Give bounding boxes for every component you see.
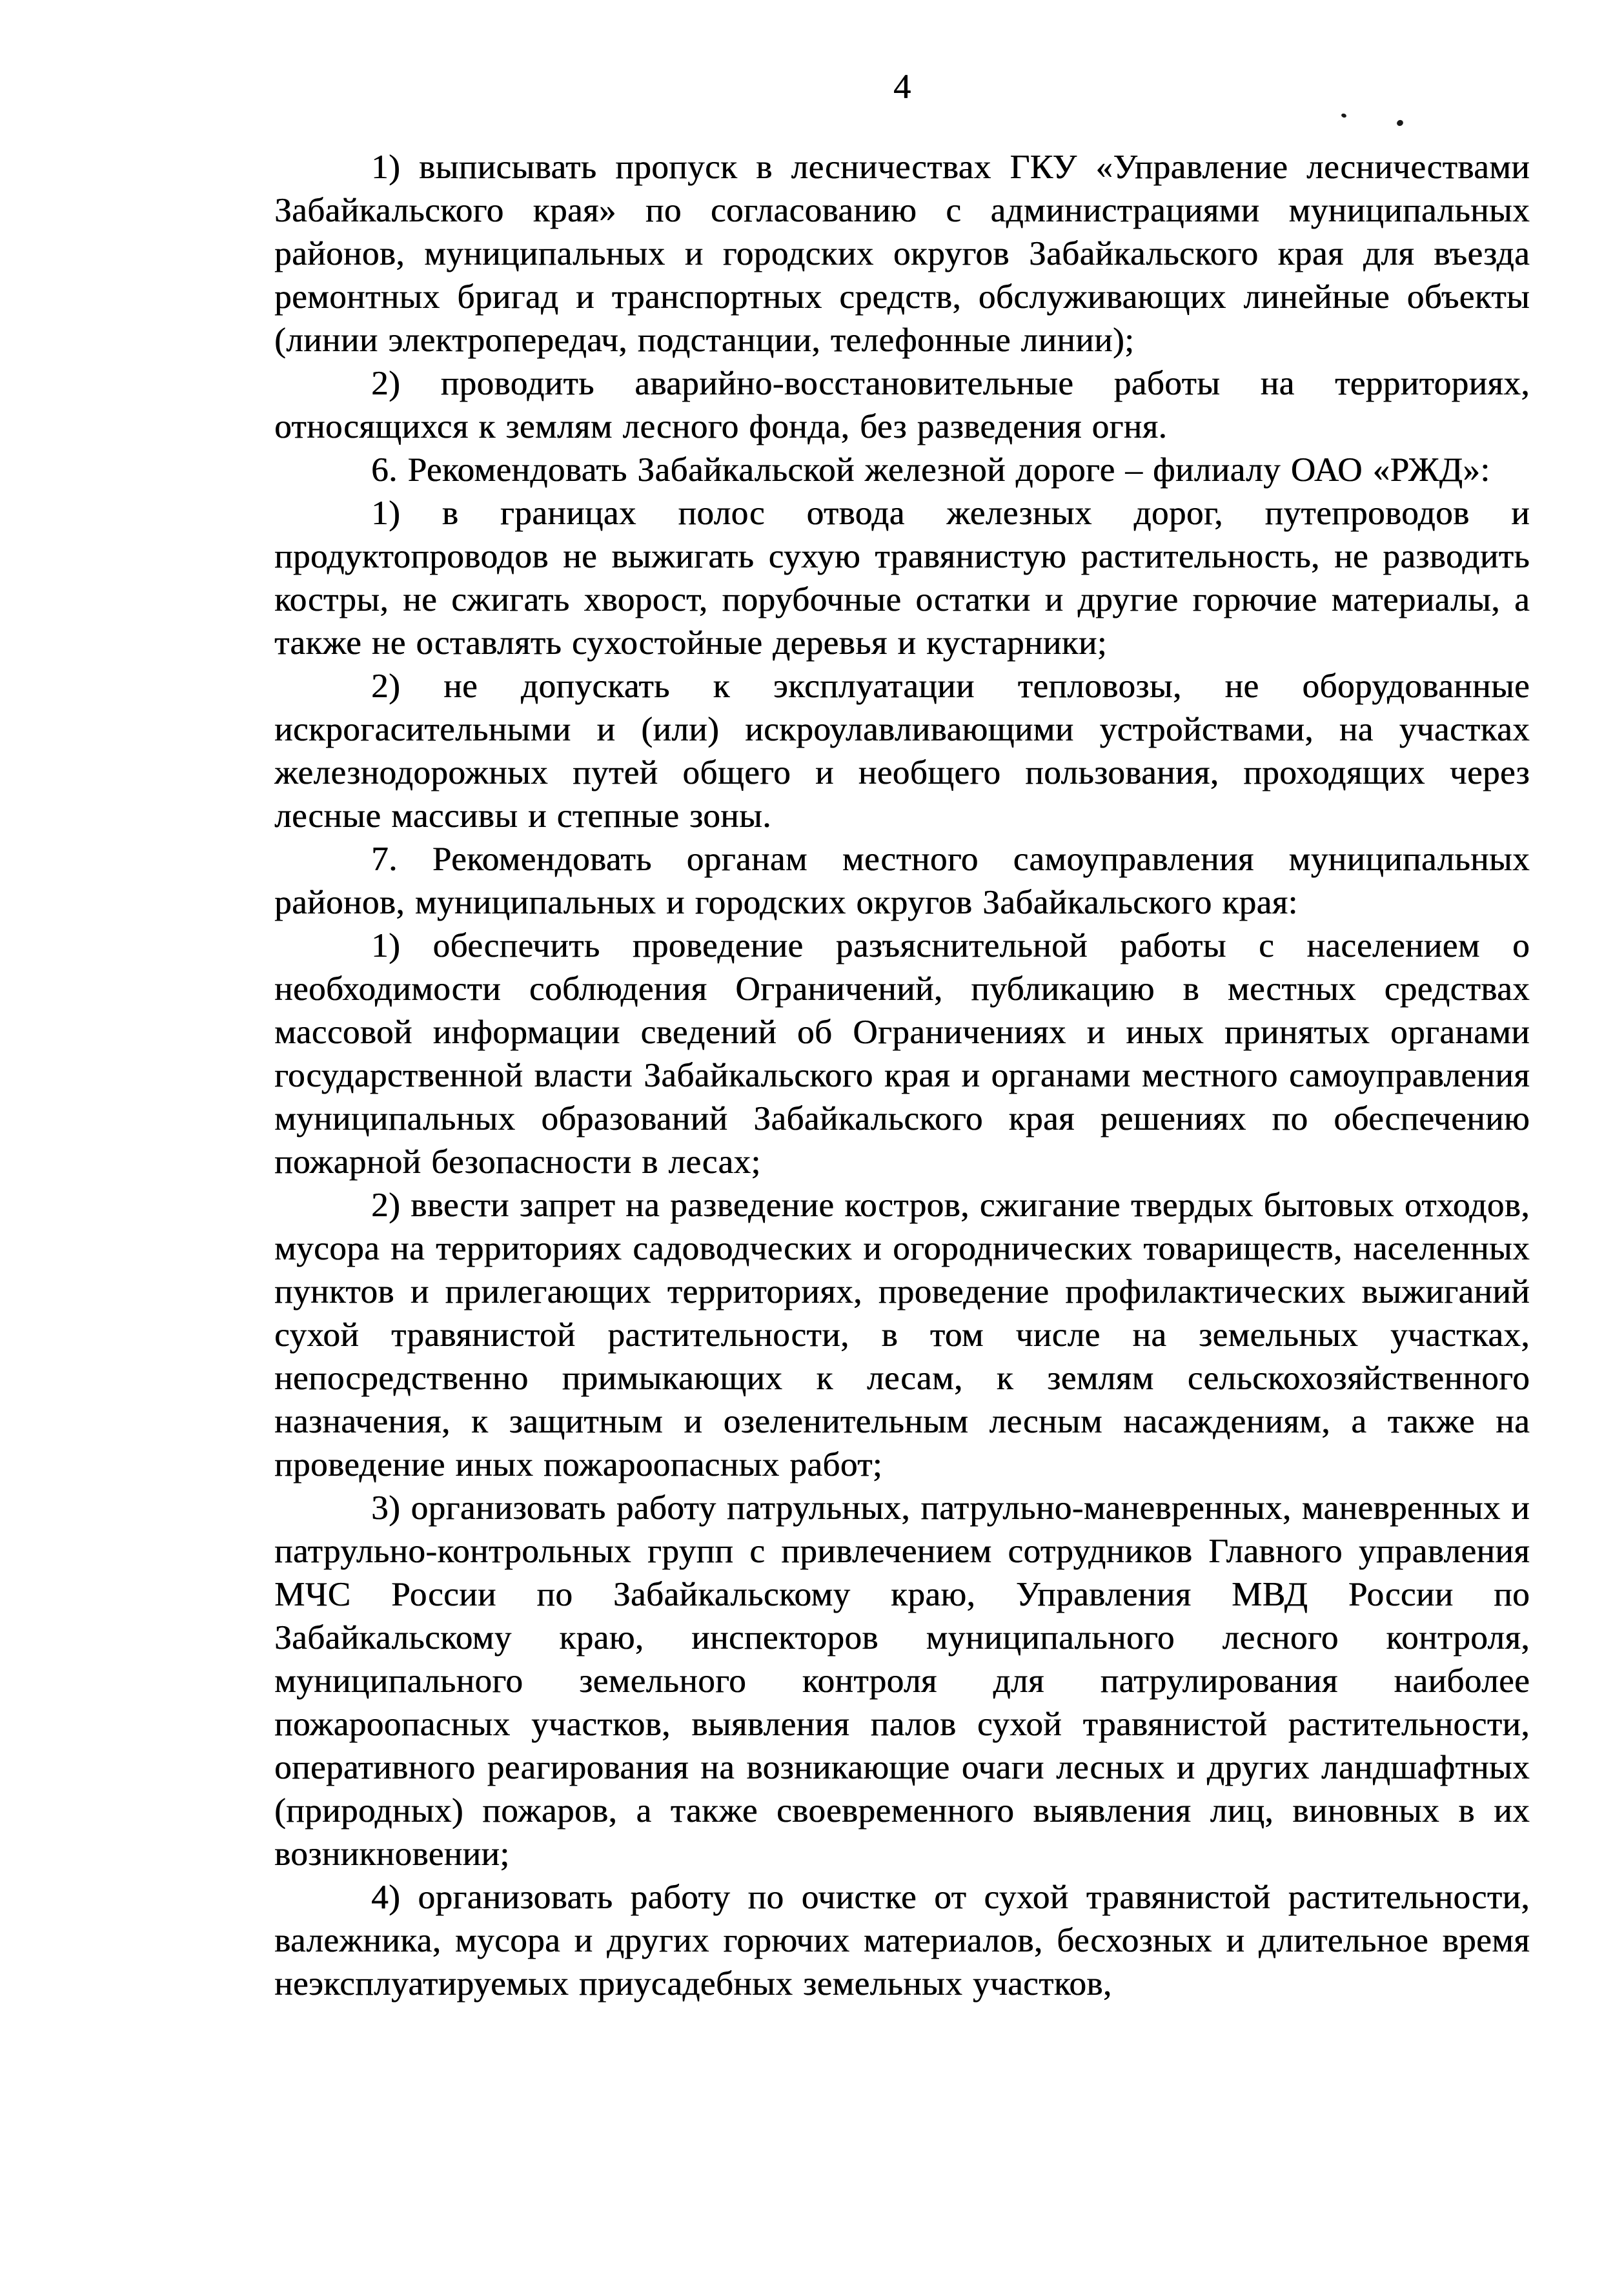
document-paragraph-9: 3) организовать работу патрульных, патрульно-маневренных, маневренных и патрульно-контрольных групп с привлечением сотрудников Главного управления МЧС России по Забайкальскому краю, Управления МВД России по Забайкальскому краю, инспекторов муниципального лесного контроля, муниципального земельного контроля для патрулирования наиболее пожароопасных участков, выявления палов сухой травянистой растительности, оперативного реагирования на возникающие очаги лесных и других ландшафтных (природных) пожаров, а также своевременного выявления лиц, виновных в их возникновении; bbox=[274, 1489, 1530, 1873]
document-paragraph-6: 7. Рекомендовать органам местного самоуправления муниципальных районов, муниципальных и городских округов Забайкальского края: bbox=[274, 841, 1530, 921]
document-paragraph-7: 1) обеспечить проведение разъяснительной работы с населением о необходимости соблюдения Ограничений, публикацию в местных средствах массовой информации сведений об Ограничениях и иных принятых органами государственной власти Забайкальского края и органами местного самоуправления муниципальных образований Забайкальского края решениях по обеспечению пожарной безопасности в лесах; bbox=[274, 927, 1530, 1181]
page-number: 4 bbox=[893, 67, 911, 106]
document-paragraph-1: 1) выписывать пропуск в лесничествах ГКУ «Управление лесничествами Забайкальского края» по согласованию с администрациями муниципальных районов, муниципальных и городских округов Забайкальского края для въезда ремонтных бригад и транспортных средств, обслуживающих линейные объекты (линии электропередач, подстанции, телефонные линии); bbox=[274, 148, 1530, 359]
document-paragraph-5: 2) не допускать к эксплуатации тепловозы, не оборудованные искрогасительными и (или) искроулавливающими устройствами, на участках железнодорожных путей общего и необщего пользования, проходящих через лесные массивы и степные зоны. bbox=[274, 668, 1530, 835]
document-paragraph-4: 1) в границах полос отвода железных дорог, путепроводов и продуктопроводов не выжигать сухую травянистую растительность, не разводить костры, не сжигать хворост, порубочные остатки и другие горючие материалы, а также не оставлять сухостойные деревья и кустарники; bbox=[274, 494, 1530, 662]
document-paragraph-8: 2) ввести запрет на разведение костров, сжигание твердых бытовых отходов, мусора на территориях садоводческих и огороднических товариществ, населенных пунктов и прилегающих территориях, проведение профилактических выжиганий сухой травянистой растительности, в том числе на земельных участках, непосредственно примыкающих к лесам, к землям сельскохозяйственного назначения, к защитным и озеленительным лесным насаждениям, а также на проведение иных пожароопасных работ; bbox=[274, 1187, 1530, 1483]
scan-artifact bbox=[1396, 119, 1404, 127]
document-paragraph-2: 2) проводить аварийно-восстановительные работы на территориях, относящихся к землям лесного фонда, без разведения огня. bbox=[274, 365, 1530, 445]
document-body bbox=[274, 146, 1530, 2006]
document-paragraph-3: 6. Рекомендовать Забайкальской железной дороге – филиалу ОАО «РЖД»: bbox=[371, 451, 1490, 489]
scan-artifact bbox=[1341, 113, 1347, 118]
document-paragraph-10: 4) организовать работу по очистке от сухой травянистой растительности, валежника, мусора и других горючих материалов, бесхозных и длительное время неэксплуатируемых приусадебных земельных участков, bbox=[274, 1879, 1530, 2003]
